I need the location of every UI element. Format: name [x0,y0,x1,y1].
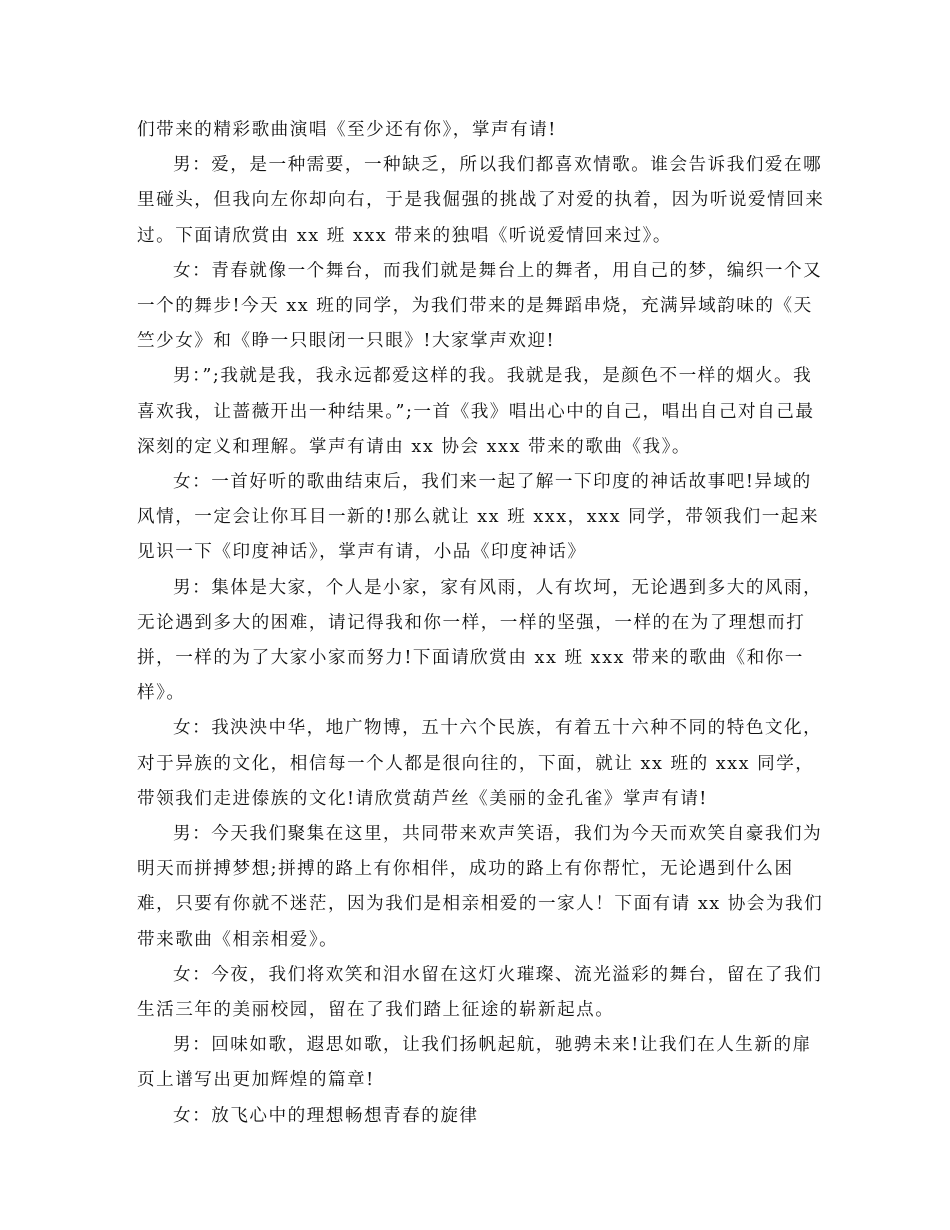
paragraph-male-family [137,817,825,958]
speaker-label: 女： [173,1105,212,1126]
paragraph-text: 集体是大家，个人是小家，家有风雨，人有坎坷，无论遇到多大的风雨，无论遇到多大的困难，请记得我和你一样，一样的坚强，一样的在为了理想而打拼，一样的为了大家小家而努力!下面请欣赏由 xx 班 xxx 带来的歌曲《和你一样》。 [137,577,823,704]
paragraph-text: 青春就像一个舞台，而我们就是舞台上的舞者，用自己的梦，编织一个又一个的舞步!今天 xx 班的同学，为我们带来的是舞蹈串烧，充满异域韵味的《天竺少女》和《睁一只眼闭一只眼》!大家掌声欢迎! [137,260,823,352]
paragraph-female-youth [137,1099,825,1134]
paragraph-female-tonight [137,958,825,1028]
paragraph-male-future [137,1028,825,1098]
speaker-label: 男： [173,824,212,845]
paragraph-text: 今夜，我们将欢笑和泪水留在这灯火璀璨、流光溢彩的舞台，留在了我们生活三年的美丽校园，留在了我们踏上征途的崭新起点。 [137,964,823,1021]
speaker-label: 女： [173,260,212,281]
paragraph-female-india-myth [137,465,825,571]
paragraph-male-song-me [137,359,825,465]
speaker-label: 女： [173,718,212,739]
paragraph-female-peacock [137,711,825,817]
speaker-label: 男： [173,577,212,598]
paragraph-text: 爱，是一种需要，一种缺乏，所以我们都喜欢情歌。谁会告诉我们爱在哪里碰头，但我向左你却向右，于是我倔强的挑战了对爱的执着，因为听说爱情回来过。下面请欣赏由 xx 班 xxx 带来的独唱《听说爱情回来过》。 [137,155,825,246]
paragraph-text: 放飞心中的理想畅想青春的旋律 [211,1105,479,1126]
speaker-label: 男： [173,1035,212,1056]
speaker-label: 女： [173,472,212,493]
speaker-label: 男： [173,155,212,176]
paragraph-male-love-song [137,148,825,254]
paragraph-text: 们带来的精彩歌曲演唱《至少还有你》，掌声有请! [137,120,557,140]
speaker-label: 女： [173,964,212,985]
paragraph-female-dance [137,254,825,360]
paragraph-text: ”;我就是我，我永远都爱这样的我。我就是我，是颜色不一样的烟火。我喜欢我，让蔷薇开出一种结果。”;一首《我》唱出心中的自己，唱出自己对自己最深刻的定义和理解。掌声有请由 xx 协会 xxx 带来的歌曲《我》。 [137,366,815,457]
paragraph-male-same-as-you [137,571,825,712]
speaker-label: 男： [173,366,203,387]
paragraph-continuation [137,113,825,148]
paragraph-text: 我泱泱中华，地广物博，五十六个民族，有着五十六种不同的特色文化，对于异族的文化，相信每一个人都是很向往的，下面，就让 xx 班的 xxx 同学，带领我们走进傣族的文化!请欣赏葫芦丝《美丽的金孔雀》掌声有请! [137,718,823,809]
paragraph-text: 回味如歌，遐思如歌，让我们扬帆起航，驰骋未来!让我们在人生新的扉页上谱写出更加辉煌的篇章! [137,1035,812,1091]
paragraph-text: 今天我们聚集在这里，共同带来欢声笑语，我们为今天而欢笑自豪我们为明天而拼搏梦想;拼搏的路上有你相伴，成功的路上有你帮忙，无论遇到什么困难，只要有你就不迷茫，因为我们是相亲相爱的一家人！下面有请 xx 协会为我们带来歌曲《相亲相爱》。 [137,824,824,950]
paragraph-text: 一首好听的歌曲结束后，我们来一起了解一下印度的神话故事吧!异域的风情，一定会让你耳目一新的!那么就让 xx 班 xxx，xxx 同学，带领我们一起来见识一下《印度神话》，掌声有请，小品《印度神话》 [137,472,820,563]
